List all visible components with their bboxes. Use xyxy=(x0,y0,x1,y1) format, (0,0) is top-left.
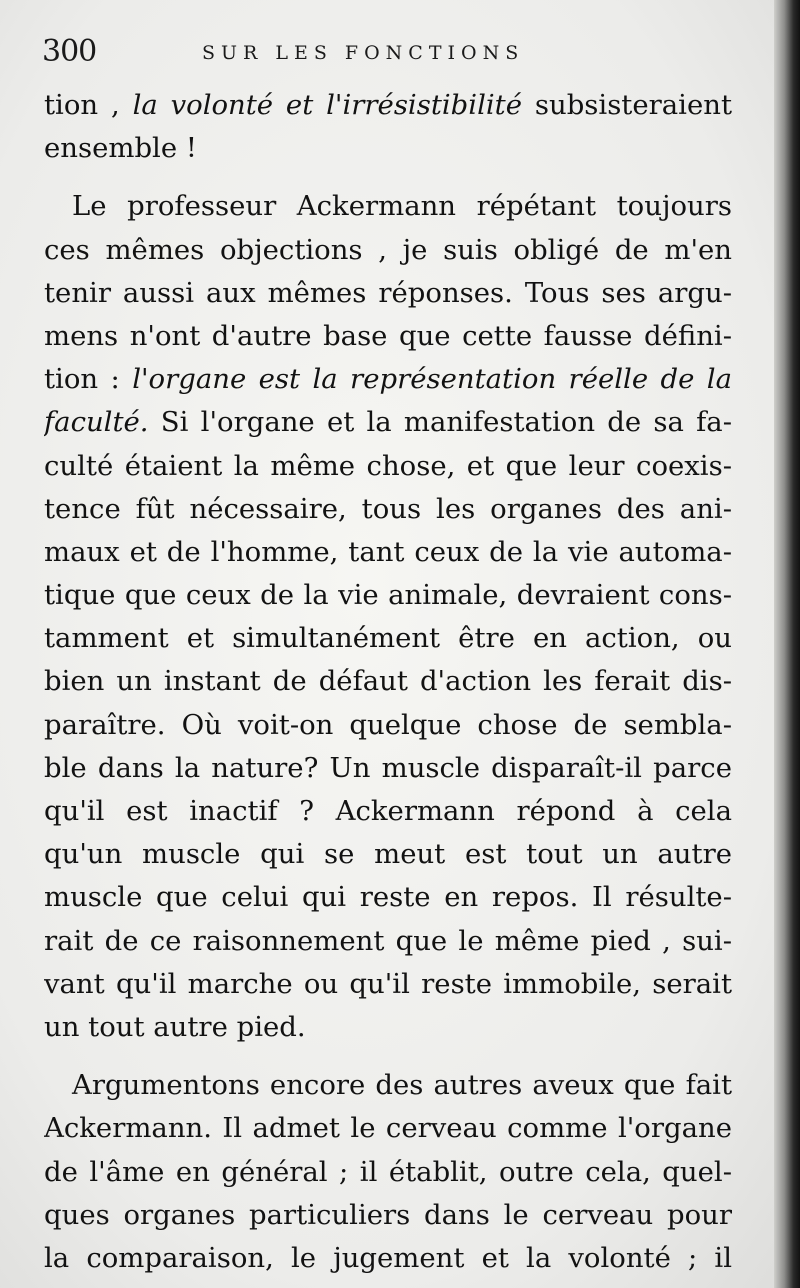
text-line xyxy=(44,920,732,963)
running-head: SUR LES FONCTIONS xyxy=(202,42,525,64)
text-line xyxy=(44,1151,732,1194)
text-line xyxy=(44,1194,732,1237)
text-line xyxy=(44,358,732,401)
text-line xyxy=(44,229,732,272)
text-line xyxy=(44,531,732,574)
text-segment: culté étaient la même chose, et que leur coexis- xyxy=(44,449,732,482)
text-line xyxy=(44,790,732,833)
text-segment: tion : xyxy=(44,363,133,396)
text-segment: qu'il est inactif ? Ackermann répond à cela xyxy=(44,795,732,827)
text-segment: rait de ce raisonnement que le même pied , sui- xyxy=(44,924,732,957)
text-segment: ques organes particuliers dans le cerveau pour xyxy=(44,1198,732,1231)
text-segment: Argumentons encore des autres aveux que fait xyxy=(72,1069,732,1102)
text-line xyxy=(44,833,732,876)
text-segment: un tout autre pied. xyxy=(44,1010,306,1043)
text-segment: tenir aussi aux mêmes réponses. Tous ses argu- xyxy=(44,276,732,309)
text-line xyxy=(44,1107,732,1150)
italic-text: l'organe est la représentation réelle de la xyxy=(132,363,732,396)
text-line xyxy=(44,315,732,358)
text-line xyxy=(44,401,732,444)
text-segment: ensemble ! xyxy=(44,132,197,165)
text-line xyxy=(44,445,732,488)
text-line xyxy=(44,617,732,660)
text-line xyxy=(44,272,732,315)
text-segment: muscle que celui qui reste en repos. Il résulte- xyxy=(44,881,732,914)
text-segment: Le professeur Ackermann répétant toujours xyxy=(72,190,732,223)
text-segment: de l'âme en général ; il établit, outre cela, quel- xyxy=(44,1155,732,1188)
page-header xyxy=(42,34,742,78)
text-segment: tion , xyxy=(44,89,133,121)
text-segment: subsisteraient xyxy=(522,89,732,121)
text-segment: Si l'organe et la manifestation de sa fa- xyxy=(148,406,732,439)
text-segment: ces mêmes objections , je suis obligé de m'en xyxy=(44,233,732,266)
italic-text: la volonté et l'irrésistibilité xyxy=(132,89,523,121)
paragraph xyxy=(44,1064,732,1280)
text-line xyxy=(44,1006,732,1049)
text-line xyxy=(44,488,732,531)
text-line xyxy=(44,876,732,919)
text-segment: paraître. Où voit-on quelque chose de sembla- xyxy=(44,708,732,741)
text-line xyxy=(44,574,732,617)
text-line xyxy=(44,963,732,1006)
text-segment: ble dans la nature? Un muscle disparaît-il parce xyxy=(44,751,732,784)
paragraph-gap xyxy=(44,1049,732,1064)
text-segment: tamment et simultanément être en action, ou xyxy=(44,622,732,655)
text-line xyxy=(44,127,732,170)
text-segment: maux et de l'homme, tant ceux de la vie automa- xyxy=(44,535,732,568)
paragraph xyxy=(44,84,732,170)
text-segment: tique que ceux de la vie animale, devraient cons- xyxy=(44,579,732,612)
text-segment: vant qu'il marche ou qu'il reste immobile, serait xyxy=(44,967,732,1000)
page-number: 300 xyxy=(42,34,97,69)
italic-text: faculté. xyxy=(44,406,149,439)
paragraph-gap xyxy=(44,170,732,185)
text-line xyxy=(44,1064,732,1107)
text-line xyxy=(44,84,732,127)
text-segment: Ackermann. Il admet le cerveau comme l'organe xyxy=(44,1112,732,1145)
text-line xyxy=(44,660,732,703)
text-line xyxy=(44,185,732,228)
text-line xyxy=(44,1237,732,1280)
text-segment: la comparaison, le jugement et la volonté ; il xyxy=(44,1241,732,1274)
text-segment: qu'un muscle qui se meut est tout un autre xyxy=(44,838,732,871)
body-text xyxy=(44,84,732,1280)
text-line xyxy=(44,747,732,790)
text-segment: tence fût nécessaire, tous les organes des ani- xyxy=(44,492,732,525)
text-segment: bien un instant de défaut d'action les ferait dis- xyxy=(44,665,732,698)
paragraph xyxy=(44,185,732,1049)
text-line xyxy=(44,704,732,747)
text-segment: mens n'ont d'autre base que cette fausse défini- xyxy=(44,319,732,352)
page-edge-shadow xyxy=(774,0,800,1288)
